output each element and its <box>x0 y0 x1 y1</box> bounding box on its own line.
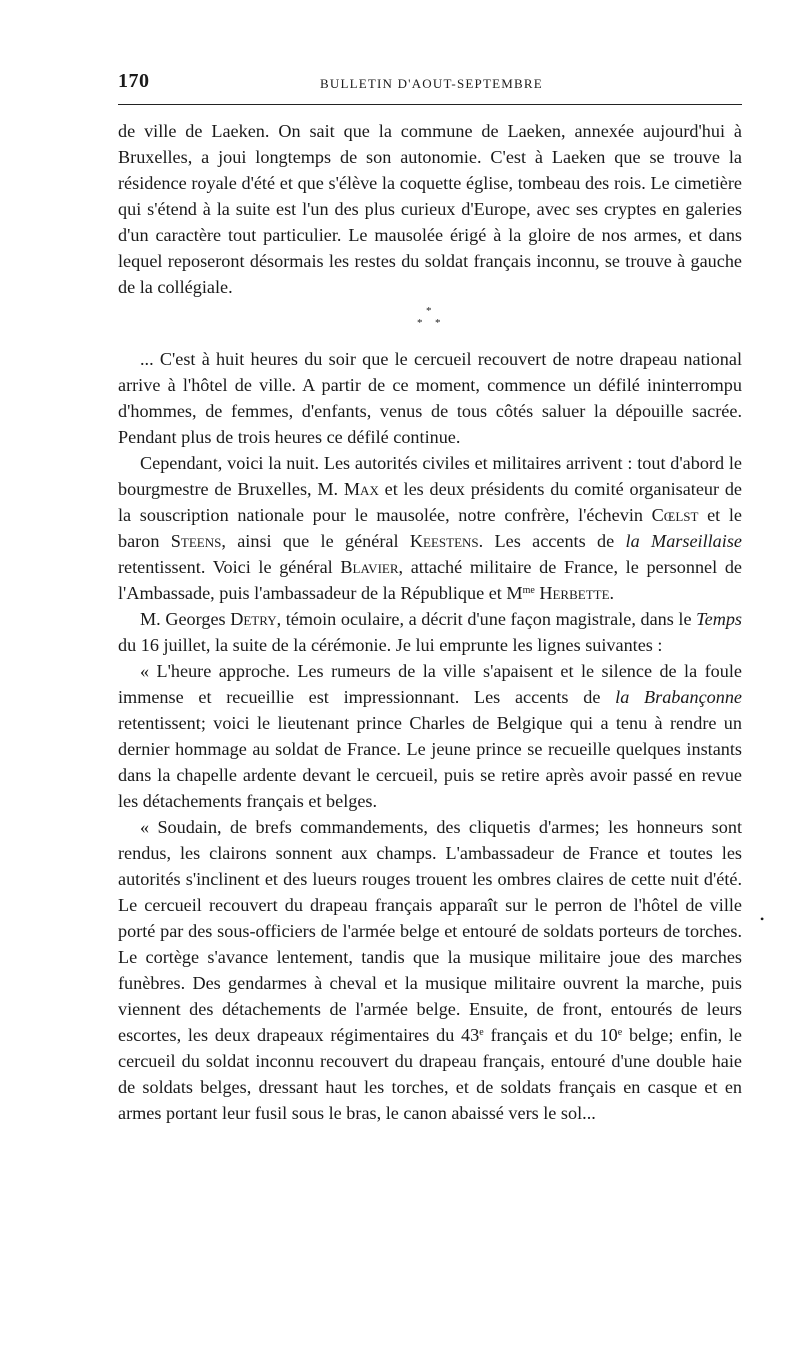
name-max: M. Max <box>317 479 379 499</box>
text-run: français et du 10 <box>483 1025 618 1045</box>
text-run: , ainsi que le général <box>221 531 410 551</box>
paragraph-laeken: de ville de Laeken. On sait que la commune de Laeken, annexée aujourd'hui à Bruxelles, a joui longtemps de son autonomie. C'est à Laeken que se trouve la résidence royale d'été et que s'élève la coquette église, tombeau des rois. Le cimetière qui s'étend à la suite est l'un des plus curieux d'Europe, avec ses cryptes en galeries d'un caractère tout particulier. Le mausolée érigé à la gloire de nos armes, et dans lequel reposeront désormais les restes du soldat français inconnu, se trouve à gauche de la collégiale. <box>118 121 742 297</box>
name-blavier: Blavier <box>340 557 399 577</box>
text-run: , témoin oculaire, a décrit d'une façon magistrale, dans le <box>276 609 697 629</box>
text-run: du 16 juillet, la suite de la cérémonie. Je lui emprunte les lignes suivantes : <box>118 635 663 655</box>
text-run: et le baron <box>118 505 742 551</box>
superscript: e <box>617 1027 623 1038</box>
name-coelst: Cœlst <box>651 505 699 525</box>
name-detry: Detry <box>230 609 277 629</box>
text-run: . <box>609 583 615 603</box>
superscript: me <box>522 585 535 596</box>
text-run: . Les accents de <box>478 531 626 551</box>
text-run: Cependant, voici la nuit. Les autorités civiles et militaires arrivent : tout d'abord le bourgmestre de Bruxelles, <box>118 453 742 499</box>
page-number: 170 <box>118 70 150 92</box>
text-run: retentissent. Voici le général <box>118 557 341 577</box>
paragraph-authorities <box>118 450 742 606</box>
text-run: « Soudain, de brefs commandements, des cliquetis d'armes; les honneurs sont rendus, les clairons sonnent aux champs. L'ambassadeur de France et toutes les autorités s'inclinent et des lueurs rouges trouent les ombres claires de cette nuit d'été. Le cercueil recouvert du drapeau français apparaît sur le perron de l'hôtel de ville porté par des sous-officiers de l'armée belge et entouré de soldats porteurs de torches. Le cortège s'avance lentement, tandis que la musique militaire joue des marches funèbres. Des gendarmes à cheval et la musique militaire ouvrent la marche, puis viennent des détachements de l'armée belge. Ensuite, de front, entourés de leurs escortes, les deux drapeaux régimentaires du 43 <box>118 817 742 1045</box>
name-keestens: Keestens <box>409 531 479 551</box>
text-run: retentissent; voici le lieutenant prince Charles de Belgique qui a tenu à rendre un dernier hommage au soldat de France. Le jeune prince se recueille quelques instants dans la chapelle ardente devant le cercueil, puis se retire après avoir passé en revue les détachements français et belges. <box>118 713 742 811</box>
title-temps: Temps <box>696 609 742 629</box>
paragraph-detry <box>118 606 742 658</box>
margin-dot-mark: • <box>760 912 765 926</box>
title-brabanconne: la Brabançonne <box>615 687 743 707</box>
asterism-star-icon: * <box>426 305 432 317</box>
text-run: et les deux présidents du comité organisateur de la souscription nationale pour le mausolée, notre confrère, l'échevin <box>118 479 743 525</box>
asterism-star-icon: * <box>417 317 423 329</box>
title-marseillaise: la Marseillaise <box>625 531 742 551</box>
text-run: « L'heure approche. Les rumeurs de la ville s'apaisent et le silence de la foule immense et recueillie est impressionnant. Les accents de <box>118 661 742 707</box>
asterism-separator <box>118 300 742 346</box>
name-steens: Steens <box>170 531 222 551</box>
text-run: M. Georges <box>140 609 231 629</box>
asterism-star-icon: * <box>435 317 441 329</box>
superscript: e <box>479 1027 484 1038</box>
running-head: BULLETIN D'AOUT-SEPTEMBRE <box>320 76 543 91</box>
header-rule <box>118 104 742 105</box>
paragraph-quote-approach <box>118 658 742 814</box>
paragraph-arrival: ... C'est à huit heures du soir que le cercueil recouvert de notre drapeau national arrive à l'hôtel de ville. A partir de ce moment, commence un défilé ininterrompu d'hommes, de femmes, d'enfants, venus de tous côtés saluer la dépouille sacrée. Pendant plus de trois heures ce défilé continue. <box>118 349 742 447</box>
body-text <box>118 118 742 1126</box>
page-header <box>118 70 742 98</box>
text-run: belge; enfin, le cercueil du soldat inconnu recouvert du drapeau français, entouré d'une double haie de soldats belges, dressant haut les torches, et de soldats français en casque et en armes portant leur fusil sous le bras, le canon abaissé vers le sol... <box>118 1025 742 1123</box>
name-herbette: Herbette <box>539 583 610 603</box>
text-run: , attaché militaire de France, le personnel de l'Ambassade, puis l'ambassadeur de la République et M <box>118 557 742 603</box>
paragraph-quote-cortege <box>118 814 742 1126</box>
